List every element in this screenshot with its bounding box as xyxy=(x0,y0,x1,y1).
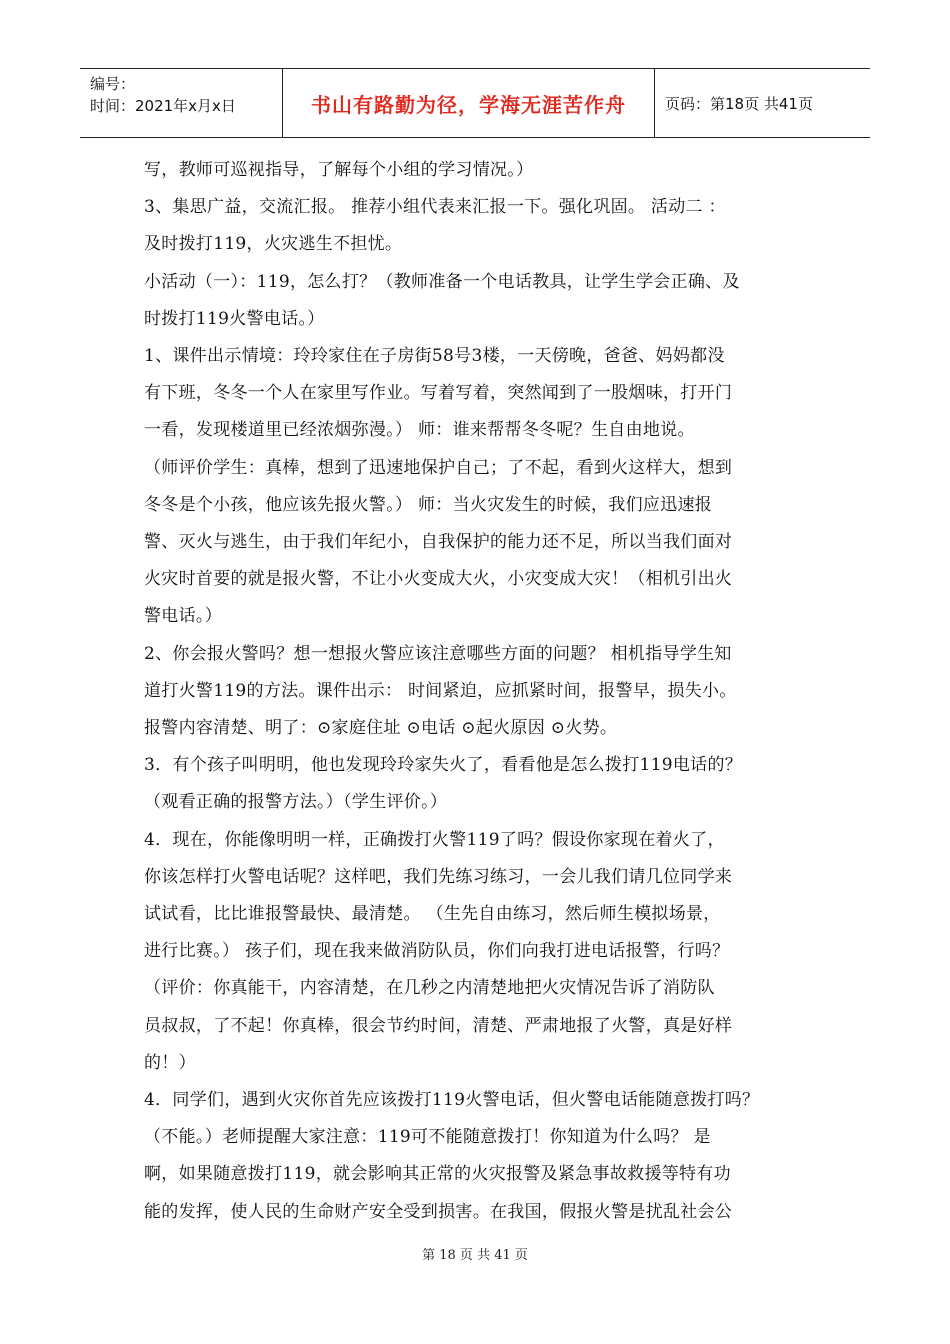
body-line: 进行比赛。） 孩子们，现在我来做消防队员，你们向我打进电话报警，行吗？ xyxy=(144,941,730,962)
body-line: （观看正确的报警方法。）（学生评价。） xyxy=(144,792,448,813)
date-label: 时间：2021年x月x日 xyxy=(90,97,236,115)
body-line: 啊，如果随意拨打119，就会影响其正常的火灾报警及紧急事故救援等特有功 xyxy=(144,1164,731,1185)
body-line: 及时拨打119，火灾逃生不担忧。 xyxy=(144,234,403,255)
body-line: 员叔叔，了不起！你真棒，很会节约时间，清楚、严肃地报了火警，真是好样 xyxy=(144,1015,733,1036)
body-line: 试试看，比比谁报警最快、最清楚。 （生先自由练习，然后师生模拟场景， xyxy=(144,904,721,925)
body-line: （师评价学生：真棒，想到了迅速地保护自己；了不起，看到火这样大，想到 xyxy=(144,457,733,478)
body-line: 的！） xyxy=(144,1052,196,1073)
document-body xyxy=(144,152,824,1231)
body-line: 3、集思广益，交流汇报。 推荐小组代表来汇报一下。强化巩固。 活动二 ： xyxy=(144,197,726,218)
body-line: 1、课件出示情境：玲玲家住在子房街58号3楼，一天傍晚，爸爸、妈妈都没 xyxy=(144,346,725,367)
header-page-info: 页码：第18页 共41页 xyxy=(665,94,813,113)
body-line: 写，教师可巡视指导，了解每个小组的学习情况。） xyxy=(144,160,534,180)
header-motto: 书山有路勤为径，学海无涯苦作舟 xyxy=(283,69,655,137)
body-line: 一看，发现楼道里已经浓烟弥漫。） 师：谁来帮帮冬冬呢？生自由地说。 xyxy=(144,420,695,441)
body-line: 道打火警119的方法。课件出示： 时间紧迫，应抓紧时间，报警早，损失小。 xyxy=(144,680,737,701)
body-line: 火灾时首要的就是报火警，不让小火变成大火，小灾变成大灾！（相机引出火 xyxy=(144,569,733,590)
body-line: 2、你会报火警吗？想一想报火警应该注意哪些方面的问题？ 相机指导学生知 xyxy=(144,643,732,664)
page-footer: 第 18 页 共 41 页 xyxy=(422,1248,528,1263)
body-line: （不能。）老师提醒大家注意：119可不能随意拨打！你知道为什么吗？ 是 xyxy=(144,1127,711,1148)
body-line: 能的发挥，使人民的生命财产安全受到损害。在我国，假报火警是扰乱社会公 xyxy=(144,1201,733,1222)
body-line: 报警内容清楚、明了：⊙家庭住址 ⊙电话 ⊙起火原因 ⊙火势。 xyxy=(144,718,618,739)
body-line: 你该怎样打火警电话呢？这样吧，我们先练习练习，一会儿我们请几位同学来 xyxy=(144,866,733,887)
body-line: 小活动（一）：119，怎么打？（教师准备一个电话教具，让学生学会正确、及 xyxy=(144,271,740,292)
body-line: 警、灭火与逃生，由于我们年纪小，自我保护的能力还不足，所以当我们面对 xyxy=(144,532,733,553)
body-line: 时拨打119火警电话。） xyxy=(144,308,325,329)
body-line: 4．现在，你能像明明一样，正确拨打火警119了吗？假设你家现在着火了， xyxy=(144,829,725,850)
header-meta xyxy=(80,69,283,137)
page-header xyxy=(80,68,870,138)
body-line: （评价：你真能干，内容清楚，在几秒之内清楚地把火灾情况告诉了消防队 xyxy=(144,978,715,999)
body-line: 3．有个孩子叫明明，他也发现玲玲家失火了，看看他是怎么拨打119电话的？ xyxy=(144,755,743,776)
number-label: 编号： xyxy=(90,75,136,93)
body-line: 冬冬是个小孩，他应该先报火警。） 师：当火灾发生的时候，我们应迅速报 xyxy=(144,494,713,515)
body-line: 4．同学们，遇到火灾你首先应该拨打119火警电话，但火警电话能随意拨打吗？ xyxy=(144,1090,760,1111)
body-line: 有下班，冬冬一个人在家里写作业。写着写着，突然闻到了一股烟味，打开门 xyxy=(144,383,733,404)
body-line: 警电话。） xyxy=(144,606,222,627)
